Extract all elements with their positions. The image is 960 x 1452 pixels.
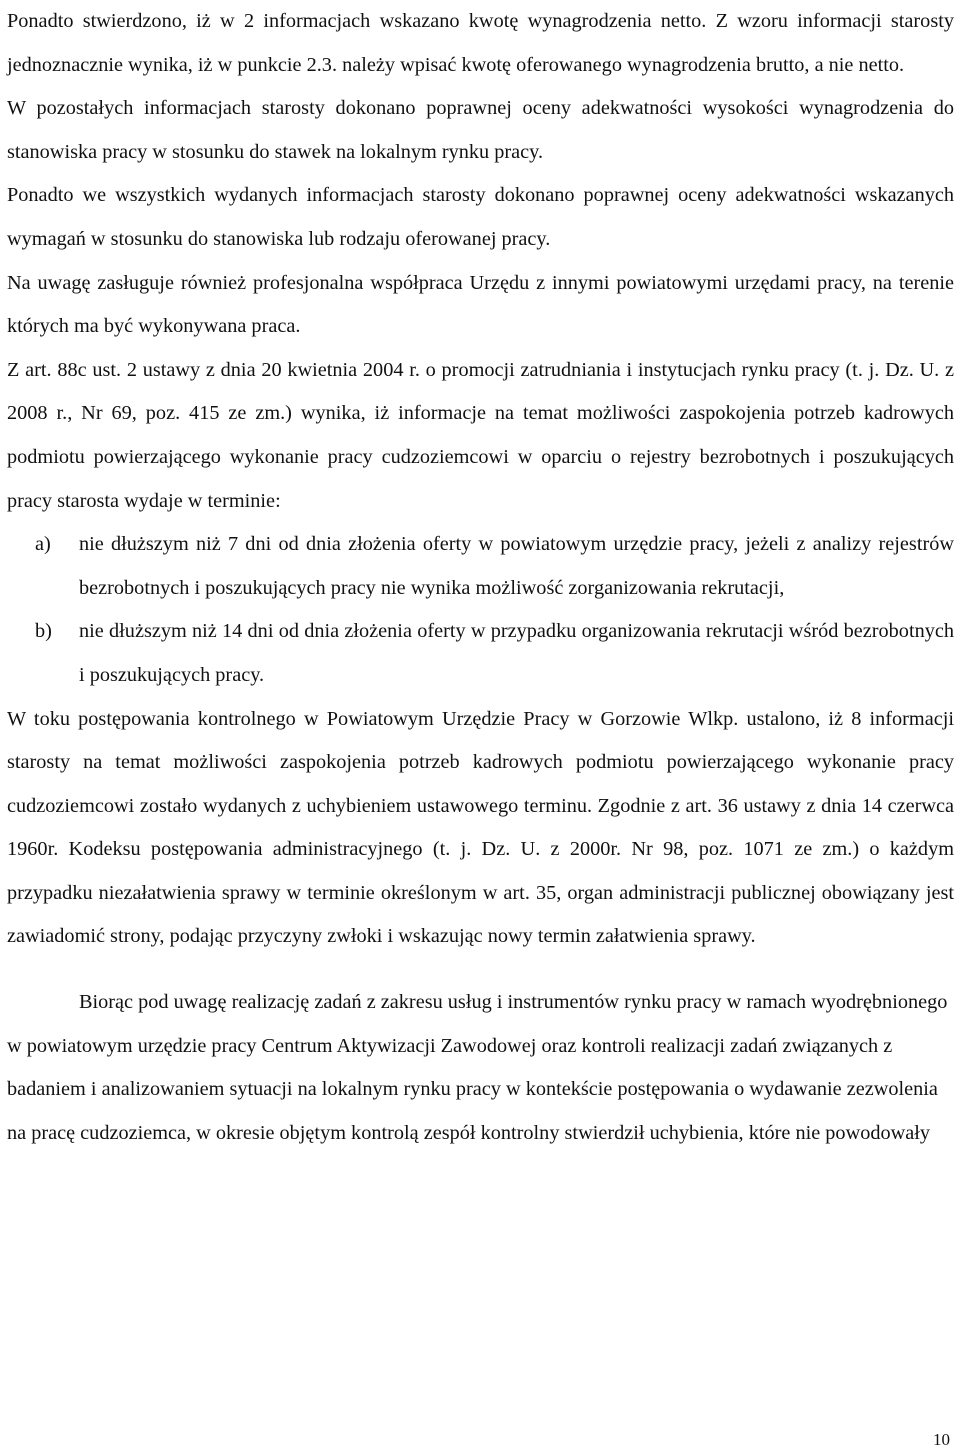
page-number: 10 xyxy=(933,1430,950,1449)
paragraph-net-wage: Ponadto stwierdzono, iż w 2 informacjach wskazano kwotę wynagrodzenia netto. Z wzoru informacji starosty jednoznacznie wynika, iż w punkcie 2.3. należy wpisać kwotę oferowanego wynagrodzenia brutto, a nie netto. xyxy=(7,10,954,76)
list-item xyxy=(7,523,954,610)
list-item-marker: b) xyxy=(35,620,52,643)
list-item-marker: a) xyxy=(35,533,51,556)
paragraph-inspection-findings: W toku postępowania kontrolnego w Powiatowym Urzędzie Pracy w Gorzowie Wlkp. ustalono, iż 8 informacji starosty na temat możliwości zaspokojenia potrzeb kadrowych podmiotu powierzającego wykonanie pracy cudzoziemcowi zostało wydanych z uchybieniem ustawowego terminu. Zgodnie z art. 36 ustawy z dnia 14 czerwca 1960r. Kodeksu postępowania administracyjnego (t. j. Dz. U. z 2000r. Nr 98, poz. 1071 ze zm.) o każdym przypadku niezałatwienia sprawy w terminie określonym w art. 35, organ administracji publicznej obowiązany jest zawiadomić strony, podając przyczyny zwłoki i wskazując nowy termin załatwienia sprawy. xyxy=(7,707,954,948)
paragraph-requirements-adequacy: Ponadto we wszystkich wydanych informacjach starosty dokonano poprawnej oceny adekwatności wskazanych wymagań w stosunku do stanowiska lub rodzaju oferowanej pracy. xyxy=(7,184,954,250)
list-item xyxy=(7,610,954,697)
list-item-text: nie dłuższym niż 14 dni od dnia złożenia oferty w przypadku organizowania rekrutacji wśród bezrobotnych i poszukujących pracy. xyxy=(79,620,954,686)
document-body xyxy=(7,0,954,1155)
paragraph-wage-adequacy: W pozostałych informacjach starosty dokonano poprawnej oceny adekwatności wysokości wynagrodzenia do stanowiska pracy w stosunku do stawek na lokalnym rynku pracy. xyxy=(7,97,954,163)
paragraph-legal-basis: Z art. 88c ust. 2 ustawy z dnia 20 kwietnia 2004 r. o promocji zatrudniania i instytucjach rynku pracy (t. j. Dz. U. z 2008 r., Nr 69, poz. 415 ze zm.) wynika, iż informacje na temat możliwości zaspokojenia potrzeb kadrowych podmiotu powierzającego wykonanie pracy cudzoziemcowi w oparciu o rejestry bezrobotnych i poszukujących pracy starosta wydaje w terminie: xyxy=(7,358,954,512)
list-item-text: nie dłuższym niż 7 dni od dnia złożenia oferty w powiatowym urzędzie pracy, jeżeli z analizy rejestrów bezrobotnych i poszukujących pracy nie wynika możliwość zorganizowania rekrutacji, xyxy=(79,533,954,599)
deadline-list xyxy=(7,523,954,697)
paragraph-cooperation: Na uwagę zasługuje również profesjonalna współpraca Urzędu z innymi powiatowymi urzędami pracy, na terenie których ma być wykonywana praca. xyxy=(7,271,954,338)
paragraph-spacer xyxy=(7,959,954,981)
paragraph-summary: Biorąc pod uwagę realizację zadań z zakresu usług i instrumentów rynku pracy w ramach wyodrębnionego w powiatowym urzędzie pracy Centrum Aktywizacji Zawodowej oraz kontroli realizacji zadań związanych z badaniem i analizowaniem sytuacji na lokalnym rynku pracy w kontekście postępowania o wydawanie zezwolenia na pracę cudzoziemca, w okresie objętym kontrolą zespół kontrolny stwierdził uchybienia, które nie powodowały xyxy=(7,991,948,1144)
